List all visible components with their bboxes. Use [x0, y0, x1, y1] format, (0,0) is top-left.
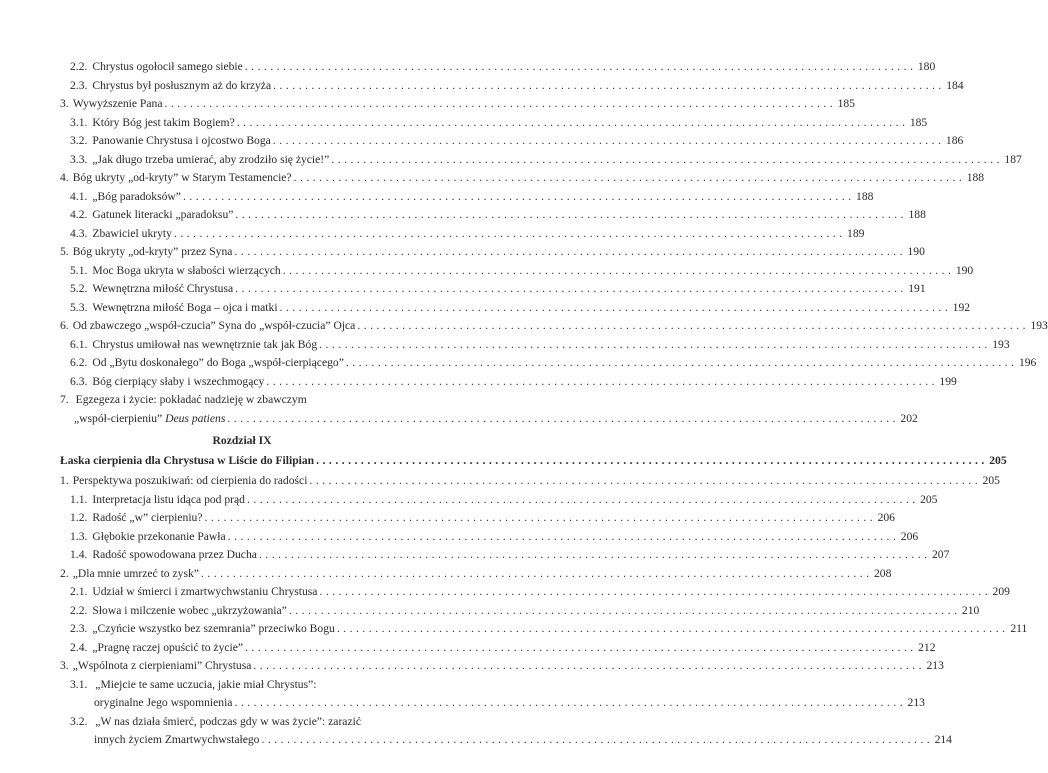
toc-entry[interactable]: [60, 245, 925, 264]
toc-text: „Dla mnie umrzeć to zysk”: [72, 566, 199, 580]
toc-number: 5.3.: [70, 300, 88, 314]
toc-entry[interactable]: [60, 374, 957, 394]
toc-number: 4.: [60, 171, 69, 184]
toc-number: 1.4.: [70, 548, 88, 561]
page-number: 207: [932, 548, 950, 561]
toc-entry[interactable]: [60, 300, 971, 320]
leader-dots: [235, 208, 903, 221]
toc-text: Chrystus ogołocił samego siebie: [92, 60, 243, 73]
page-number: 212: [918, 640, 936, 654]
toc-entry[interactable]: [60, 548, 950, 567]
toc-entry[interactable]: [60, 474, 1000, 493]
toc-number: 5.2.: [70, 282, 88, 295]
toc-text: Od „Bytu doskonałego” do Boga „współ-cierpiącego”: [92, 356, 344, 369]
toc-entry[interactable]: [60, 622, 1028, 641]
page-number: 188: [966, 171, 985, 184]
toc-number: 4.3.: [70, 226, 88, 240]
toc-text: Który Bóg jest takim Bogiem?: [92, 115, 235, 129]
leader-dots: [319, 585, 987, 598]
toc-text: Wywyższenie Pana: [72, 97, 163, 110]
page-number: 199: [939, 374, 957, 388]
leader-dots: [337, 622, 1005, 635]
leader-dots: [346, 356, 1014, 369]
toc-entry[interactable]: [60, 529, 919, 549]
chapter-heading: Rozdział IX: [212, 434, 272, 447]
toc-entry[interactable]: [60, 566, 892, 586]
toc-entry[interactable]: [60, 78, 964, 98]
toc-text: Chrystus umiłował nas wewnętrznie tak jak Bóg: [92, 337, 318, 351]
toc-entry[interactable]: [60, 492, 938, 512]
toc-entry[interactable]: [60, 356, 1037, 375]
page-number: 193: [1030, 319, 1048, 332]
toc-entry-3-1[interactable]: [60, 677, 925, 715]
toc-entry[interactable]: [60, 659, 944, 678]
table-of-contents: [60, 60, 1048, 752]
page-number: 206: [877, 511, 895, 524]
leader-dots: [294, 171, 962, 184]
leader-dots: [266, 375, 934, 388]
toc-number: 6.1.: [70, 337, 88, 351]
page-number: 213: [907, 696, 925, 709]
toc-text: Egzegeza i życie: pokładać nadzieję w zbawczym: [75, 393, 307, 406]
toc-entry-line2: [60, 411, 918, 430]
toc-text: Wewnętrzna miłość Boga – ojca i matki: [92, 300, 278, 314]
toc-number: 4.1.: [70, 189, 88, 203]
toc-number: 3.: [60, 97, 69, 110]
toc-entry-line1: [60, 715, 424, 733]
toc-text: Chrystus był posłusznym aż do krzyża: [92, 78, 272, 92]
toc-text: Udział w śmierci i zmartwychwstaniu Chrystusa: [92, 585, 318, 598]
leader-dots: [164, 97, 832, 110]
toc-text: Bóg cierpiący słaby i wszechmogący: [92, 374, 265, 388]
toc-text: Słowa i milczenie wobec „ukrzyżowania”: [92, 603, 287, 617]
leader-dots: [309, 474, 977, 487]
leader-dots: [259, 548, 927, 561]
toc-entry[interactable]: [60, 60, 936, 79]
toc-number: 2.1.: [70, 585, 88, 598]
page-number: 184: [946, 78, 964, 92]
toc-text: Gatunek literacki „paradoksu”: [92, 208, 234, 221]
toc-entry-line2: [60, 696, 925, 714]
page-number: 205: [989, 454, 1007, 467]
toc-text: Perspektywa poszukiwań: od cierpienia do radości: [72, 474, 308, 487]
toc-text: „Bóg paradoksów”: [92, 189, 181, 203]
toc-text: „Pragnę raczej opuścić to życie”: [92, 640, 244, 654]
toc-text: Interpretacja listu idąca pod prąd: [92, 492, 245, 506]
leader-dots: [234, 696, 902, 709]
toc-group-chapter-ix: [60, 474, 1028, 678]
toc-text: Radość „w” cierpieniu?: [92, 511, 203, 524]
leader-dots: [247, 493, 915, 506]
page-number: 205: [982, 474, 1000, 487]
page-number: 208: [874, 566, 892, 580]
toc-number: 3.: [60, 659, 69, 672]
leader-dots: [201, 567, 869, 580]
toc-entry[interactable]: [60, 585, 1010, 604]
toc-number: 2.2.: [70, 60, 88, 73]
page-number: 196: [1018, 356, 1037, 369]
toc-number: 2.3.: [70, 78, 88, 92]
toc-text: Panowanie Chrystusa i ojcostwo Boga: [92, 134, 271, 147]
toc-entry[interactable]: [60, 208, 926, 227]
toc-entry[interactable]: [60, 152, 1022, 172]
leader-dots: [280, 301, 948, 314]
page-number: 190: [907, 245, 925, 258]
toc-text: Bóg ukryty „od-kryty” w Starym Testamencie?: [72, 171, 292, 184]
toc-entry[interactable]: [60, 511, 895, 530]
toc-number: 5.1.: [70, 263, 88, 277]
toc-entry[interactable]: [60, 263, 974, 283]
toc-entry[interactable]: [60, 337, 1010, 357]
page-number: 211: [1010, 622, 1028, 635]
toc-text: „Miejcie te same uczucia, jakie miał Chrystus”:: [95, 677, 317, 691]
leader-dots: [174, 227, 842, 240]
page-number: 185: [837, 97, 855, 110]
toc-number: 7.: [60, 393, 69, 406]
toc-number: 1.3.: [70, 529, 88, 543]
chapter-title-entry[interactable]: [60, 454, 1007, 474]
leader-dots: [204, 511, 872, 524]
leader-dots: [316, 454, 984, 467]
leader-dots: [234, 245, 902, 258]
page-number: 189: [847, 226, 865, 240]
toc-text: Moc Boga ukryta w słabości wierzących: [92, 263, 281, 277]
toc-entry[interactable]: [60, 189, 874, 209]
leader-dots: [253, 659, 921, 672]
toc-text-italic: Deus patiens: [165, 411, 226, 425]
leader-dots: [245, 641, 913, 654]
chapter-title: Łaska cierpienia dla Chrystusa w Liście do Filipian: [60, 454, 315, 467]
toc-entry[interactable]: [60, 97, 855, 116]
page-number: 188: [908, 208, 926, 221]
toc-entry[interactable]: [60, 282, 926, 301]
leader-dots: [235, 282, 903, 295]
toc-number: 6.2.: [70, 356, 88, 369]
page-number: 180: [917, 60, 936, 73]
leader-dots: [227, 412, 895, 425]
leader-dots: [273, 79, 941, 92]
toc-number: 1.: [60, 474, 69, 487]
toc-text: Radość spowodowana przez Ducha: [92, 548, 257, 561]
page-number: 188: [856, 189, 874, 203]
toc-entry[interactable]: [60, 226, 865, 246]
leader-dots: [183, 190, 851, 203]
page-number: 205: [920, 492, 938, 506]
toc-number: 4.2.: [70, 208, 88, 221]
toc-number: 6.: [60, 319, 69, 332]
toc-entry[interactable]: [60, 134, 964, 153]
toc-entry-3-2[interactable]: [60, 714, 952, 752]
toc-number: 1.2.: [70, 511, 88, 524]
page-number: 193: [992, 337, 1010, 351]
leader-dots: [289, 604, 957, 617]
page-number: 202: [900, 411, 918, 425]
toc-number: 2.: [60, 566, 69, 580]
toc-text: „Czyńcie wszystko bez szemrania” przeciwko Bogu: [92, 622, 335, 635]
page-number: 190: [955, 263, 974, 277]
toc-entry-line1: [60, 393, 424, 411]
toc-group-chapter-viii: [60, 60, 1048, 393]
toc-number: 3.1.: [70, 677, 88, 691]
toc-text: innych życiem Zmartwychwstałego: [94, 733, 260, 746]
leader-dots: [245, 60, 913, 73]
toc-text: „współ-cierpieniu”: [74, 411, 166, 425]
toc-number: 5.: [60, 245, 69, 258]
toc-number: 6.3.: [70, 374, 88, 388]
toc-entry-line1: [60, 678, 424, 696]
toc-entry[interactable]: [60, 115, 928, 135]
toc-number: 2.3.: [70, 622, 88, 635]
toc-entry[interactable]: [60, 640, 936, 660]
toc-number: 3.2.: [70, 714, 88, 728]
page-number: 192: [952, 300, 971, 314]
toc-number: 2.2.: [70, 603, 88, 617]
toc-text: Od zbawczego „współ-czucia” Syna do „współ-czucia” Ojca: [72, 319, 356, 332]
toc-number: 2.4.: [70, 640, 88, 654]
leader-dots: [228, 530, 896, 543]
toc-text: „Wspólnota z cierpieniami” Chrystusa: [72, 659, 252, 672]
page-number: 214: [934, 733, 952, 746]
toc-text: „W nas działa śmierć, podczas gdy w was życie”: zarazić: [95, 714, 361, 728]
leader-dots: [283, 264, 951, 277]
leader-dots: [357, 319, 1025, 332]
toc-number: 3.3.: [70, 152, 88, 166]
page-number: 186: [945, 134, 964, 147]
page-number: 209: [992, 585, 1010, 598]
leader-dots: [331, 153, 999, 166]
leader-dots: [319, 338, 987, 351]
toc-number: 1.1.: [70, 492, 88, 506]
page-number: 213: [926, 659, 944, 672]
page-number: 185: [909, 115, 928, 129]
toc-text: Wewnętrzna miłość Chrystusa: [92, 282, 234, 295]
leader-dots: [237, 116, 905, 129]
toc-text: Zbawiciel ukryty: [92, 226, 172, 240]
toc-text: „Jak długo trzeba umierać, aby zrodziło się życie!”: [92, 152, 330, 166]
toc-text: oryginalne Jego wspomnienia: [94, 696, 233, 709]
toc-entry[interactable]: [60, 171, 985, 190]
toc-entry-7[interactable]: [60, 393, 918, 430]
toc-text: Bóg ukryty „od-kryty” przez Syna: [72, 245, 233, 258]
toc-text: Głębokie przekonanie Pawła: [92, 529, 226, 543]
toc-number: 3.2.: [70, 134, 88, 147]
page-number: 210: [961, 603, 980, 617]
toc-number: 3.1.: [70, 115, 88, 129]
leader-dots: [261, 733, 929, 746]
toc-entry[interactable]: [60, 603, 980, 623]
leader-dots: [273, 134, 941, 147]
toc-entry[interactable]: [60, 319, 1048, 338]
toc-entry-line2: [60, 733, 952, 751]
page-number: 187: [1004, 152, 1022, 166]
page-number: 191: [908, 282, 926, 295]
page-number: 206: [900, 529, 919, 543]
